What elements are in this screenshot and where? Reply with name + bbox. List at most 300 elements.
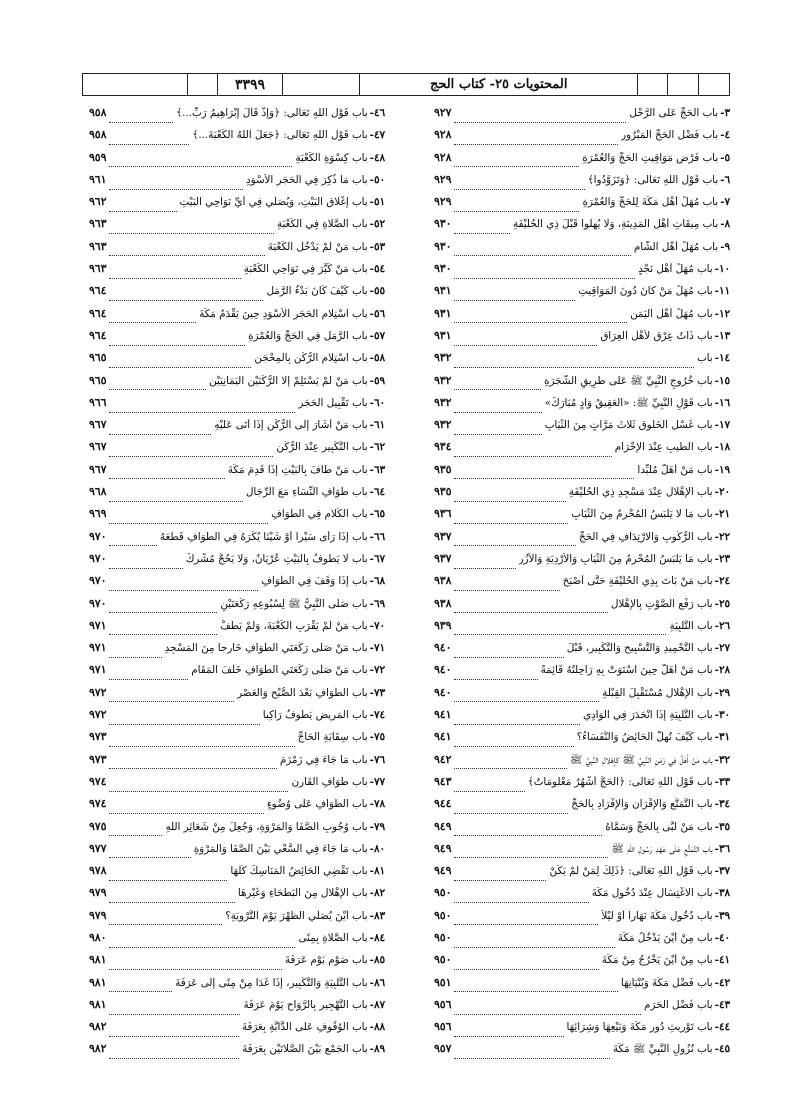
toc-entry (89, 374, 385, 396)
toc-entry (434, 195, 730, 217)
toc-entry-number: ٧٦- (369, 753, 385, 766)
toc-entry (89, 953, 385, 975)
toc-entry-title: باب الرُّكُوبِ وَالارْتِدَافِ فِي الحَجِّ (578, 530, 713, 543)
toc-entry-page: ٩٣٠ (434, 262, 452, 276)
toc-entry-page: ٩٦٤ (89, 328, 107, 342)
toc-entry-number: ٦٦- (369, 530, 385, 543)
toc-entry-page: ٩٤٣ (434, 774, 452, 788)
toc-entry-page: ٩٤٤ (434, 797, 452, 811)
toc-entry-page: ٩٨٢ (89, 1042, 107, 1056)
toc-entry-number: ٨١- (369, 865, 385, 878)
toc-entry-page: ٩٧٢ (89, 685, 107, 699)
toc-entry (89, 686, 385, 708)
toc-entry (434, 151, 730, 173)
toc-entry-page: ٩٧٠ (89, 574, 107, 588)
toc-leader-dots (109, 981, 172, 992)
toc-entry (434, 374, 730, 396)
toc-entry-number: ٦- (720, 173, 730, 186)
toc-entry-page: ٩٦٩ (89, 507, 107, 521)
toc-entry-page: ٩٨٢ (89, 1020, 107, 1034)
toc-entry-page: ٩٤٩ (434, 864, 452, 878)
toc-entry-title: باب التَّمَتُّعِ عَلَى عَهْدِ رَسُولِ اللهِ ﷺ (611, 842, 713, 855)
toc-entry-number: ٢١- (714, 508, 730, 521)
toc-entry (89, 128, 385, 150)
toc-entry-page: ٩٤٠ (434, 663, 452, 677)
toc-entry-title: باب كِسْوَةِ الكَعْبَةِ (295, 151, 368, 164)
toc-leader-dots (109, 870, 227, 881)
toc-entry-number: ٤١- (714, 954, 730, 967)
toc-entry-title: باب مَنْ طَافَ بِالبَيْتِ إِذَا قَدِمَ مَكَّةَ (227, 463, 368, 476)
toc-leader-dots (454, 468, 634, 479)
toc-entry-number: ١٢- (714, 307, 730, 320)
toc-entry-page: ٩٣٢ (434, 351, 452, 365)
toc-entry (434, 128, 730, 150)
toc-entry-title: باب مَا جَاءَ فِي زَمْزَمَ (279, 753, 368, 766)
toc-entry-title: باب قَوْلِ اللهِ تَعَالَى: ﴿ذَلِكَ لِمَنْ لَمْ يَكُنْ (549, 865, 713, 878)
toc-entry-title: باب خُرُوجِ النَّبِيِّ ﷺ عَلَى طَرِيقِ الشَّجَرَةِ (544, 374, 713, 387)
toc-entry-page: ٩٣١ (434, 284, 452, 298)
toc-entry (89, 552, 385, 574)
toc-entry (89, 663, 385, 685)
toc-entry-page: ٩٢٩ (434, 172, 452, 186)
toc-entry-page: ٩٥٧ (434, 1042, 452, 1056)
toc-entry (434, 351, 730, 373)
toc-leader-dots (109, 1026, 238, 1037)
toc-entry-title: باب الطِّيبِ عِنْدَ الإِحْرَامِ (614, 441, 713, 454)
toc-entry-number: ٦٥- (369, 508, 385, 521)
toc-entry (434, 775, 730, 797)
toc-entry-page: ٩٣٢ (434, 418, 452, 432)
toc-entry-page: ٩٦٤ (89, 306, 107, 320)
toc-entry-number: ٢٤- (714, 575, 730, 588)
toc-entry (89, 530, 385, 552)
toc-entry-title: باب الحَجِّ عَلى الرَّحْلِ (629, 107, 719, 119)
toc-entry-title: باب الطَّوَافِ بَعْدَ الصُّبْحِ وَالعَصْرِ (237, 686, 368, 699)
toc-entry (434, 307, 730, 329)
toc-entry-number: ٧٥- (369, 731, 385, 744)
toc-leader-dots (454, 424, 541, 435)
toc-entry-page: ٩٣٠ (434, 217, 452, 231)
toc-entry-number: ٨٦- (369, 976, 385, 989)
toc-entry-number: ٤٣- (714, 998, 730, 1011)
toc-entry-page: ٩٦١ (89, 172, 107, 186)
toc-entry-number: ١٨- (714, 441, 730, 454)
toc-leader-dots (109, 624, 217, 635)
header-empty-cell (637, 74, 667, 95)
toc-entry-number: ٣٧- (714, 865, 730, 878)
toc-entry (89, 240, 385, 262)
toc-leader-dots (454, 847, 608, 858)
toc-leader-dots (454, 134, 618, 145)
toc-entry (434, 820, 730, 842)
toc-entry-title: باب إِغْلاقِ البَيْتِ، وَيُصَلِّي فِي أَيِّ نَوَاحِي البَيْتِ (179, 196, 368, 209)
toc-entry-title: باب غَسْلِ الخَلُوقِ ثَلاثَ مَرَّاتٍ مِنَ الثِّيَابِ (544, 419, 713, 432)
toc-entry-title: باب الصَّلاةِ بِمِنًى (298, 931, 368, 944)
toc-entry-number: ٢٢- (714, 530, 730, 543)
toc-entry (434, 597, 730, 619)
toc-entry (434, 708, 730, 730)
toc-leader-dots (109, 156, 292, 167)
toc-entry-number: ٣٦- (714, 842, 730, 855)
toc-entry-number: ٨٢- (369, 887, 385, 900)
toc-entry-title: باب تَقْضِي الحَائِضُ المَنَاسِكَ كُلَّهَا (230, 865, 368, 878)
toc-leader-dots (109, 825, 162, 836)
toc-entry-number: ٧٩- (369, 820, 385, 833)
toc-entry-number: ١٤- (714, 352, 730, 365)
toc-entry-title: باب صَلَّى النَّبِيُّ ﷺ لِسُبُوعِهِ رَكْعَتَيْنِ (220, 597, 368, 610)
toc-entry (89, 195, 385, 217)
toc-entry-page: ٩٦٧ (89, 440, 107, 454)
toc-entry (434, 663, 730, 685)
toc-leader-dots (454, 1026, 563, 1037)
toc-entry-page: ٩٣٨ (434, 574, 452, 588)
toc-entry-number: ٢٦- (714, 619, 730, 632)
toc-entry-title: باب مَنْ صَلَّى رَكْعَتَيِ الطَّوَافِ خَلْفَ المَقَامِ (191, 664, 368, 677)
toc-entry-title: باب الجَمْعِ بَيْنَ الصَّلاتَيْنِ بِعَرَفَةَ (242, 1043, 368, 1056)
toc-entry-page: ٩٧١ (89, 641, 107, 655)
toc-entry-number: ١٠- (714, 263, 730, 276)
toc-entry-number: ٥١- (369, 196, 385, 209)
toc-leader-dots (109, 357, 251, 368)
toc-leader-dots (454, 825, 602, 836)
toc-entry-page: ٩٧٩ (89, 908, 107, 922)
toc-entry (434, 240, 730, 262)
toc-leader-dots (109, 736, 294, 747)
toc-entry (89, 842, 385, 864)
toc-entry-number: ٥٩- (369, 374, 385, 387)
toc-entry-number: ٤٨- (369, 151, 385, 164)
toc-entry-title: باب مَنْ لَبَّى بِالحَجِّ وَسَمَّاهُ (605, 820, 713, 833)
toc-leader-dots (454, 201, 579, 212)
toc-entry (434, 1042, 730, 1064)
toc-entry-number: ١٥- (714, 374, 730, 387)
toc-entry (434, 574, 730, 596)
toc-entry (434, 485, 730, 507)
toc-entry (434, 507, 730, 529)
toc-entry-page: ٩٥٦ (434, 997, 452, 1011)
toc-entry-number: ٣١- (714, 731, 730, 744)
toc-entry (89, 262, 385, 284)
toc-entry-page: ٩٨٠ (89, 930, 107, 944)
toc-entry-title: باب فَضْلِ مَكَّةَ وَبُنْيَانِهَا (620, 976, 713, 989)
toc-leader-dots (109, 580, 258, 591)
toc-entry-number: ٤٦- (369, 107, 385, 119)
toc-leader-dots (109, 335, 245, 346)
toc-entry (434, 530, 730, 552)
toc-entry-page: ٩٥٠ (434, 886, 452, 900)
header-empty-cell (83, 74, 187, 95)
toc-entry-number: ٥٥- (369, 285, 385, 298)
toc-leader-dots (109, 558, 182, 569)
toc-entry-page: ٩٦٧ (89, 462, 107, 476)
toc-leader-dots (454, 937, 614, 948)
toc-entry-page: ٩٦٦ (89, 395, 107, 409)
toc-entry (89, 775, 385, 797)
toc-entry (89, 797, 385, 819)
toc-entry-page: ٩٦٨ (89, 485, 107, 499)
toc-entry (434, 931, 730, 953)
toc-entry-page: ٩٣٢ (434, 373, 452, 387)
toc-entry-page: ٩٥٩ (89, 150, 107, 164)
toc-leader-dots (109, 937, 295, 948)
toc-entry-number: ٤٠- (714, 931, 730, 944)
toc-entry-title: باب قَوْلِ اللهِ تَعَالَى: ﴿وَتَزَوَّدُوا﴾ (587, 173, 719, 186)
toc-entry (89, 820, 385, 842)
toc-entry (434, 998, 730, 1020)
toc-entry (434, 1020, 730, 1042)
toc-entry-number: ٤٥- (714, 1043, 730, 1056)
toc-leader-dots (454, 112, 626, 123)
toc-entry (89, 284, 385, 306)
toc-entry-page: ٩٥٠ (434, 908, 452, 922)
toc-entry-number: ٧٧- (369, 775, 385, 788)
toc-entry-title: باب مَنْ بَاتَ بِذِي الحُلَيْفَةِ حَتَّى أَصْبَحَ (562, 575, 713, 588)
toc-leader-dots (454, 558, 515, 569)
toc-entry-number: ٦٢- (369, 441, 385, 454)
toc-entry-page: ٩٧٠ (89, 596, 107, 610)
toc-entry-page: ٩٥٨ (89, 128, 107, 142)
toc-entry-number: ٥٧- (369, 329, 385, 342)
toc-entry (89, 641, 385, 663)
toc-leader-dots (109, 424, 211, 435)
toc-entry-page: ٩٤٠ (434, 641, 452, 655)
toc-entry-page: ٩٦٣ (89, 239, 107, 253)
toc-entry-number: ٦٨- (369, 575, 385, 588)
toc-leader-dots (454, 714, 580, 725)
toc-entry-title: باب فَضْلِ الحَجِّ المَبْرُورِ (621, 129, 719, 142)
toc-entry-page: ٩٧٤ (89, 797, 107, 811)
toc-entry-number: ٣٨- (714, 887, 730, 900)
toc-entry-number: ٩- (720, 240, 730, 253)
toc-entry (89, 753, 385, 775)
toc-leader-dots (454, 357, 694, 368)
toc-leader-dots (109, 781, 288, 792)
toc-entry-title: باب لا يَطُوفُ بِالبَيْتِ عُرْيَانٌ، وَلا يَحُجُّ مُشْرِكٌ (185, 552, 368, 565)
toc-leader-dots (454, 535, 576, 546)
toc-entry-title: باب مَنْ أَهَلَّ مُلَبِّداً (637, 463, 713, 476)
toc-entry-page: ٩٣٧ (434, 529, 452, 543)
toc-entry-title: باب مِنْ أَيْنَ يَخْرُجُ مِنْ مَكَّةَ (601, 954, 713, 967)
toc-entry-number: ٤٧- (369, 129, 385, 142)
toc-leader-dots (109, 112, 173, 123)
toc-leader-dots (454, 491, 565, 502)
toc-entry-number: ٥٨- (369, 352, 385, 365)
toc-entry (89, 998, 385, 1020)
header-title: المحتويات ٢٥- كتاب الحج (359, 74, 637, 95)
toc-entry (434, 953, 730, 975)
toc-entry (89, 173, 385, 195)
toc-entry-number: ٨٤- (369, 931, 385, 944)
toc-leader-dots (454, 446, 611, 457)
toc-entry-title: باب تَقْبِيلِ الحَجَرِ (298, 396, 368, 409)
toc-entry-page: ٩٨١ (89, 953, 107, 967)
toc-leader-dots (454, 691, 599, 702)
toc-leader-dots (109, 312, 196, 323)
toc-entry (434, 217, 730, 239)
toc-entry-number: ٢٥- (714, 597, 730, 610)
toc-entry-title: باب طَوَافِ النِّسَاءِ مَعَ الرِّجَالِ (245, 486, 368, 499)
toc-entry-page: ٩٤٩ (434, 841, 452, 855)
toc-entry (89, 976, 385, 998)
toc-entry-page: ٩٧٨ (89, 864, 107, 878)
toc-leader-dots (109, 223, 273, 234)
toc-entry-page: ٩٦٣ (89, 217, 107, 231)
toc-entry (89, 418, 385, 440)
toc-entry (434, 864, 730, 886)
toc-entry-page: ٩٣٩ (434, 618, 452, 632)
toc-entry-title: باب التَّلْبِيَةِ وَالتَّكْبِيرِ، إِذَا غَدَا مِنْ مِنًى إِلَى عَرَفَةَ (175, 976, 368, 989)
toc-entry-title: باب إِذَا رَأَى سَيْراً أَوْ شَيْئاً يُكْرَهُ فِي الطَّوَافِ قَطَعَهُ (159, 530, 368, 543)
toc-entry-number: ٣٢- (714, 753, 730, 766)
toc-entry (89, 886, 385, 908)
toc-entry-number: ٥٦- (369, 307, 385, 320)
toc-entry (89, 463, 385, 485)
toc-leader-dots (109, 647, 161, 658)
toc-entry-page: ٩٣٤ (434, 440, 452, 454)
toc-entry-title: باب قَوْلِ اللهِ تَعَالَى: ﴿وَإِذْ قَالَ إِبْرَاهِيمُ رَبِّ...﴾ (176, 107, 368, 119)
toc-leader-dots (454, 290, 575, 301)
toc-entry-title: باب مُهَلِّ مَنْ كانَ دُونَ المَوَاقِيتِ (578, 285, 713, 298)
toc-entry (89, 307, 385, 329)
toc-entry-title: باب الصَّلاةِ فِي الكَعْبَةِ (276, 218, 368, 231)
toc-leader-dots (109, 892, 234, 903)
header-empty-cell (667, 74, 698, 95)
toc-entry (434, 329, 730, 351)
toc-entry-title: باب كَيْفَ كَانَ بَدْءُ الرَّمَلِ (266, 285, 368, 298)
toc-leader-dots (109, 446, 273, 457)
toc-entry (434, 797, 730, 819)
toc-entry-page: ٩٢٨ (434, 150, 452, 164)
toc-entry-title: باب مَنْ كَبَّرَ فِي نَوَاحِي الكَعْبَةِ (243, 263, 368, 276)
toc-entry-page: ٩٧٢ (89, 708, 107, 722)
toc-entry (434, 730, 730, 752)
toc-leader-dots (454, 1004, 641, 1015)
toc-entry-page: ٩٤١ (434, 708, 452, 722)
toc-entry-page: ٩٢٩ (434, 195, 452, 209)
toc-right-column (434, 106, 730, 1065)
toc-entry (434, 753, 730, 775)
toc-entry-number: ٥٣- (369, 240, 385, 253)
toc-entry (89, 329, 385, 351)
toc-entry-title: باب التَّلْبِيَةِ (669, 619, 713, 632)
toc-entry (89, 574, 385, 596)
toc-entry (434, 396, 730, 418)
toc-entry-title: باب دُخُولِ مَكَّةَ نَهَاراً أَوْ لَيْلاً (601, 909, 713, 922)
toc-leader-dots (454, 892, 588, 903)
toc-entry-title: باب طَوَافِ القَارِنِ (291, 775, 368, 788)
toc-entry-page: ٩٥٠ (434, 953, 452, 967)
header-empty-cell (282, 74, 359, 95)
toc-entry-title: باب اسْتِلامِ الحَجَرِ الأَسْوَدِ حِينَ يَقْدَمُ مَكَّةَ (199, 307, 368, 320)
toc-leader-dots (454, 312, 627, 323)
toc-entry-title: باب صَوْمِ يَوْمِ عَرَفَةَ (284, 954, 368, 967)
toc-entry-number: ٦٣- (369, 463, 385, 476)
toc-leader-dots (454, 335, 597, 346)
toc-entry-page: ٩٧٠ (89, 529, 107, 543)
toc-entry-title: باب التَّهْجِيرِ بِالرَّوَاحِ يَوْمَ عَرَفَةَ (243, 998, 368, 1011)
toc-entry-page: ٩٣٠ (434, 239, 452, 253)
toc-leader-dots (454, 602, 607, 613)
toc-leader-dots (109, 1048, 239, 1059)
toc-entry-page: ٩٣٨ (434, 596, 452, 610)
toc-leader-dots (454, 156, 579, 167)
toc-entry (89, 931, 385, 953)
toc-entry-page: ٩٧٠ (89, 551, 107, 565)
toc-entry-title: باب مُهَلِّ أَهْلِ الشَّامِ (633, 240, 719, 253)
toc-leader-dots (454, 803, 568, 814)
toc-entry-title: باب مَنْ لَمْ يَدْخُلِ الكَعْبَةَ (267, 240, 368, 253)
toc-entry-number: ١٩- (714, 463, 730, 476)
toc-leader-dots (109, 959, 281, 970)
toc-leader-dots (454, 268, 635, 279)
toc-entry (434, 886, 730, 908)
toc-entry-number: ٣٩- (714, 909, 730, 922)
toc-entry-number: ٤٢- (714, 976, 730, 989)
toc-entry-number: ٨٥- (369, 954, 385, 967)
toc-entry-title: باب المَرِيضِ يَطُوفُ رَاكِباً (262, 709, 368, 722)
toc-leader-dots (109, 245, 264, 256)
toc-entry-number: ٨- (720, 218, 730, 231)
toc-entry-number: ٣- (720, 107, 730, 119)
toc-entry-title: باب مَنْ صَلَّى رَكْعَتَيِ الطَّوَافِ خَارِجاً مِنَ المَسْجِدِ (164, 642, 368, 655)
toc-leader-dots (109, 535, 157, 546)
toc-entry (89, 1020, 385, 1042)
toc-leader-dots (109, 1004, 240, 1015)
toc-leader-dots (109, 134, 189, 145)
toc-entry-number: ٦١- (369, 419, 385, 432)
toc-entry-page: ٩٨١ (89, 997, 107, 1011)
toc-entry-title: باب فَضْلِ الحَرَمِ (644, 998, 713, 1011)
toc-entry (89, 485, 385, 507)
toc-entry-title: باب التَّحْمِيدِ وَالتَّسْبِيحِ وَالتَّكْبِيرِ، قَبْلَ (566, 642, 713, 655)
toc-leader-dots (454, 624, 666, 635)
toc-entry (89, 708, 385, 730)
toc-leader-dots (109, 468, 224, 479)
toc-entry-title: باب مِيقَاتِ أَهْلِ المَدِينَةِ، وَلا يُهِلُّوا قَبْلَ ذِي الحُلَيْفَةِ (512, 218, 719, 231)
toc-entry (434, 173, 730, 195)
toc-entry-number: ٧٤- (369, 709, 385, 722)
toc-entry (89, 151, 385, 173)
toc-entry (434, 619, 730, 641)
toc-entry-number: ٢٩- (714, 686, 730, 699)
toc-leader-dots (454, 223, 510, 234)
toc-leader-dots (109, 268, 240, 279)
toc-entry-number: ٣٠- (714, 709, 730, 722)
toc-entry-page: ٩٣٥ (434, 485, 452, 499)
toc-entry-title: باب الإِهْلالِ مِنَ البَطْحَاءِ وَغَيْرِهَا (237, 887, 368, 900)
toc-entry-title: باب قَوْلِ النَّبِيِّ ﷺ: «العَقِيقُ وَادٍ مُبَارَكٌ» (544, 396, 713, 409)
toc-entry-page: ٩٨١ (89, 975, 107, 989)
toc-entry-number: ٥٠- (369, 173, 385, 186)
toc-entry (434, 418, 730, 440)
toc-leader-dots (109, 758, 276, 769)
header-page-number: ٣٣٩٩ (217, 74, 283, 95)
toc-entry-title: باب كَيْفَ تُهِلُّ الحَائِضُ وَالنُّفَسَاءُ؟ (576, 731, 713, 744)
toc-entry-page: ٩٤٢ (434, 752, 452, 766)
toc-entry-number: ٦٩- (369, 597, 385, 610)
toc-entry-page: ٩٧٩ (89, 886, 107, 900)
toc-entry-title: باب الكَلامِ فِي الطَّوَافِ (271, 508, 368, 521)
toc-entry-number: ١٦- (714, 396, 730, 409)
toc-entry-title: باب مَا جَاءَ فِي السَّعْيِ بَيْنَ الصَّفَا وَالمَرْوَةِ (193, 842, 368, 855)
toc-leader-dots (454, 914, 598, 925)
toc-entry (89, 597, 385, 619)
toc-entry-number: ٣٥- (714, 820, 730, 833)
toc-entry-number: ٤٤- (714, 1021, 730, 1034)
toc-entry-number: ٧١- (369, 642, 385, 655)
toc-entry (89, 106, 385, 128)
toc-entry-number: ٧٠- (369, 619, 385, 632)
